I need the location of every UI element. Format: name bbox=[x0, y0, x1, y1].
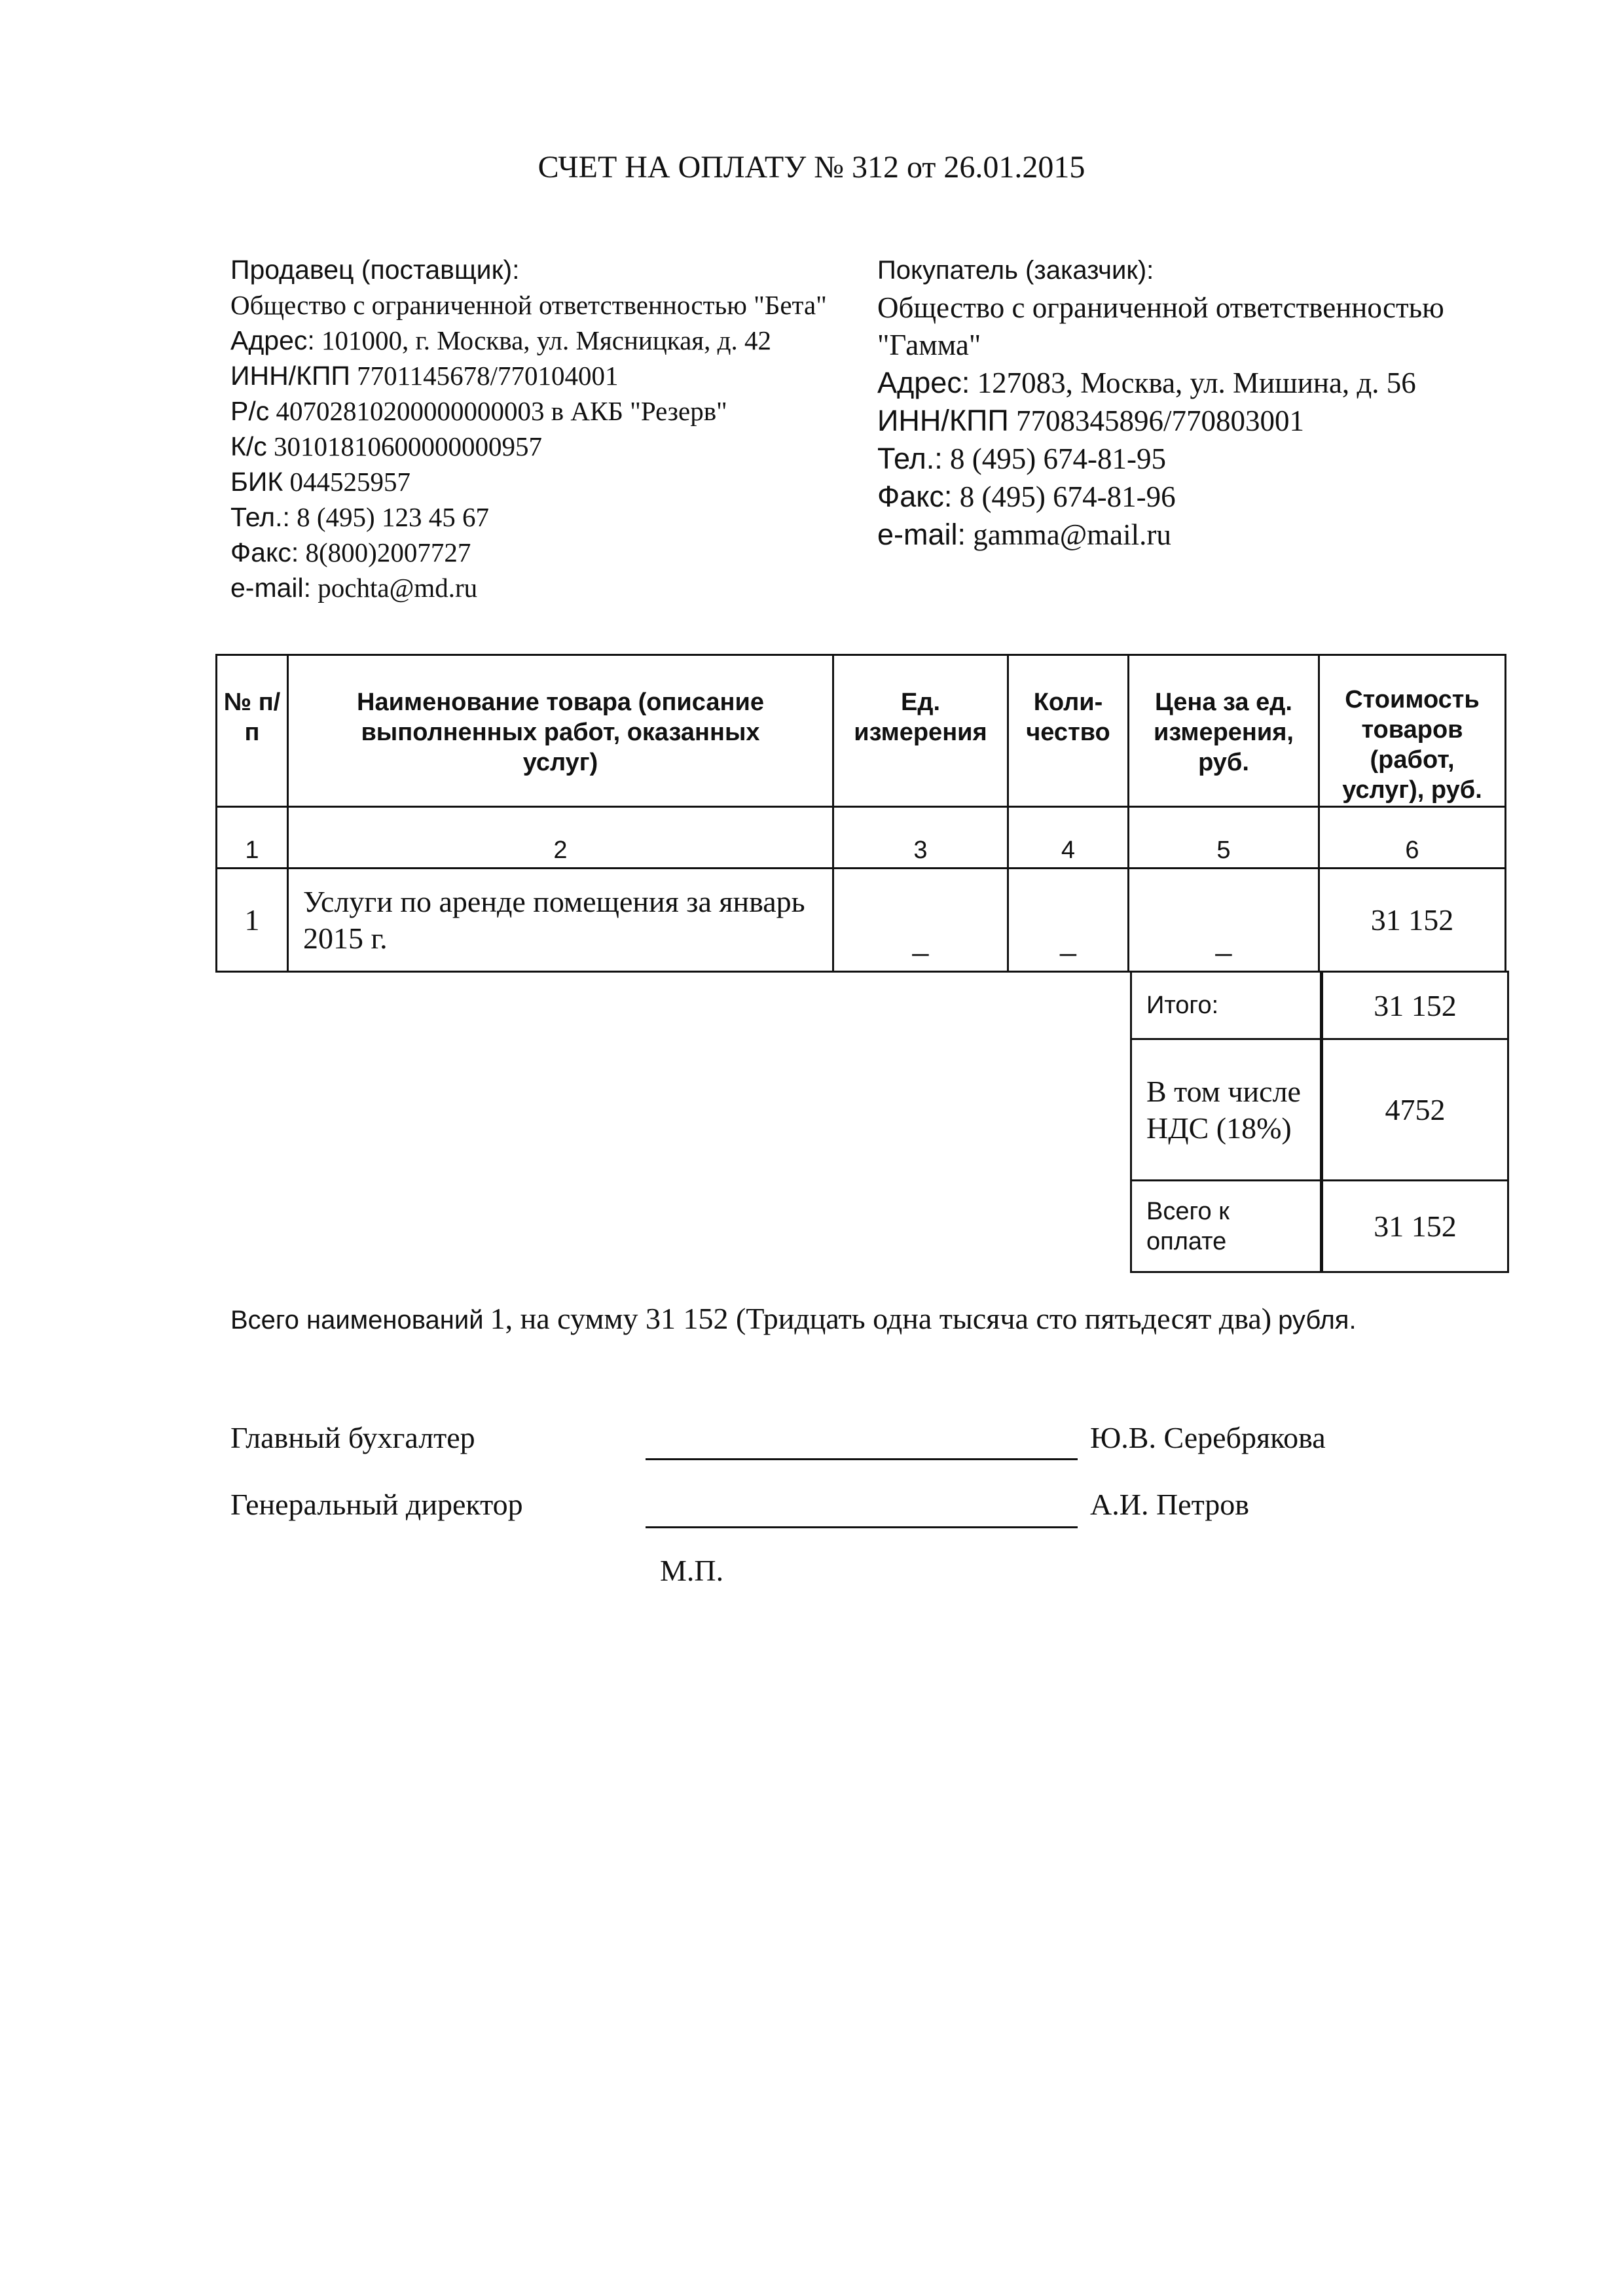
vat-label: В том числе НДС (18%) bbox=[1131, 1039, 1322, 1181]
row-name: Услуги по аренде помещения за январь 2015 г. bbox=[288, 869, 833, 972]
seller-email: e-mail: pochta@md.ru bbox=[230, 573, 478, 603]
header-cell-name: Наименование товара (описание выполненных работ, оказанных услуг) bbox=[288, 655, 833, 807]
seller-account: Р/с 40702810200000000003 в АКБ "Резерв" bbox=[230, 396, 727, 426]
column-number: 5 bbox=[1129, 807, 1319, 869]
seller-inn: ИНН/КПП 7701145678/770104001 bbox=[230, 361, 619, 391]
buyer-phone: Тел.: 8 (495) 674-81-95 bbox=[877, 442, 1166, 475]
summary-prefix: Всего наименований bbox=[230, 1306, 484, 1335]
column-number: 2 bbox=[288, 807, 833, 869]
table-header-row bbox=[217, 655, 1506, 807]
buyer-fax: Факс: 8 (495) 674-81-96 bbox=[877, 480, 1176, 513]
buyer-block bbox=[877, 252, 1545, 554]
document-title: СЧЕТ НА ОПЛАТУ № 312 от 26.01.2015 bbox=[538, 150, 1085, 185]
due-row bbox=[1131, 1181, 1508, 1272]
header-cell-unit: Ед. измерения bbox=[833, 655, 1008, 807]
amount-summary bbox=[230, 1301, 1357, 1336]
table-row bbox=[217, 869, 1506, 972]
total-value: 31 152 bbox=[1322, 972, 1508, 1039]
column-number: 6 bbox=[1319, 807, 1506, 869]
summary-suffix: рубля. bbox=[1278, 1306, 1357, 1335]
row-price: _ bbox=[1129, 869, 1319, 972]
header-cell-price: Цена за ед. измерения, руб. bbox=[1129, 655, 1319, 807]
column-number: 1 bbox=[217, 807, 288, 869]
buyer-header: Покупатель (заказчик): bbox=[877, 256, 1154, 285]
summary-text: 1, на сумму 31 152 (Тридцать одна тысяча сто пятьдесят два) bbox=[490, 1302, 1272, 1335]
seller-name: Общество с ограниченной ответственностью "Бета" bbox=[230, 290, 827, 320]
vat-row bbox=[1131, 1039, 1508, 1181]
seller-corr-account: К/с 30101810600000000957 bbox=[230, 431, 543, 461]
accountant-signature-line bbox=[646, 1458, 1078, 1460]
header-cell-sum: Стоимость товаров (работ, услуг), руб. bbox=[1319, 655, 1506, 807]
seller-block bbox=[230, 252, 859, 605]
accountant-name: Ю.В. Серебрякова bbox=[1090, 1421, 1326, 1454]
column-number-row bbox=[217, 807, 1506, 869]
director-signature-line bbox=[646, 1526, 1078, 1528]
accountant-role: Главный бухгалтер bbox=[230, 1421, 475, 1454]
row-sum: 31 152 bbox=[1319, 869, 1506, 972]
buyer-name: Общество с ограниченной ответственностью "Гамма" bbox=[877, 291, 1444, 361]
stamp-place: М.П. bbox=[660, 1554, 724, 1587]
due-value: 31 152 bbox=[1322, 1181, 1508, 1272]
due-label: Всего к оплате bbox=[1131, 1181, 1322, 1272]
director-name: А.И. Петров bbox=[1090, 1488, 1249, 1521]
row-num: 1 bbox=[217, 869, 288, 972]
row-unit: _ bbox=[833, 869, 1008, 972]
total-row bbox=[1131, 972, 1508, 1039]
buyer-address: Адрес: 127083, Москва, ул. Мишина, д. 56 bbox=[877, 366, 1416, 399]
header-cell-qty: Коли-чество bbox=[1008, 655, 1129, 807]
header-cell-num: № п/п bbox=[217, 655, 288, 807]
row-qty: _ bbox=[1008, 869, 1129, 972]
totals-table bbox=[1130, 971, 1509, 1273]
seller-address: Адрес: 101000, г. Москва, ул. Мясницкая, д. 42 bbox=[230, 325, 772, 355]
seller-fax: Факс: 8(800)2007727 bbox=[230, 537, 471, 567]
column-number: 3 bbox=[833, 807, 1008, 869]
buyer-email: e-mail: gamma@mail.ru bbox=[877, 518, 1171, 551]
seller-header: Продавец (поставщик): bbox=[230, 255, 520, 285]
director-role: Генеральный директор bbox=[230, 1488, 523, 1521]
column-number: 4 bbox=[1008, 807, 1129, 869]
seller-bik: БИК 044525957 bbox=[230, 467, 411, 497]
total-label: Итого: bbox=[1131, 972, 1322, 1039]
items-table bbox=[215, 654, 1506, 973]
seller-phone: Тел.: 8 (495) 123 45 67 bbox=[230, 502, 489, 532]
vat-value: 4752 bbox=[1322, 1039, 1508, 1181]
buyer-inn: ИНН/КПП 7708345896/770803001 bbox=[877, 404, 1305, 437]
